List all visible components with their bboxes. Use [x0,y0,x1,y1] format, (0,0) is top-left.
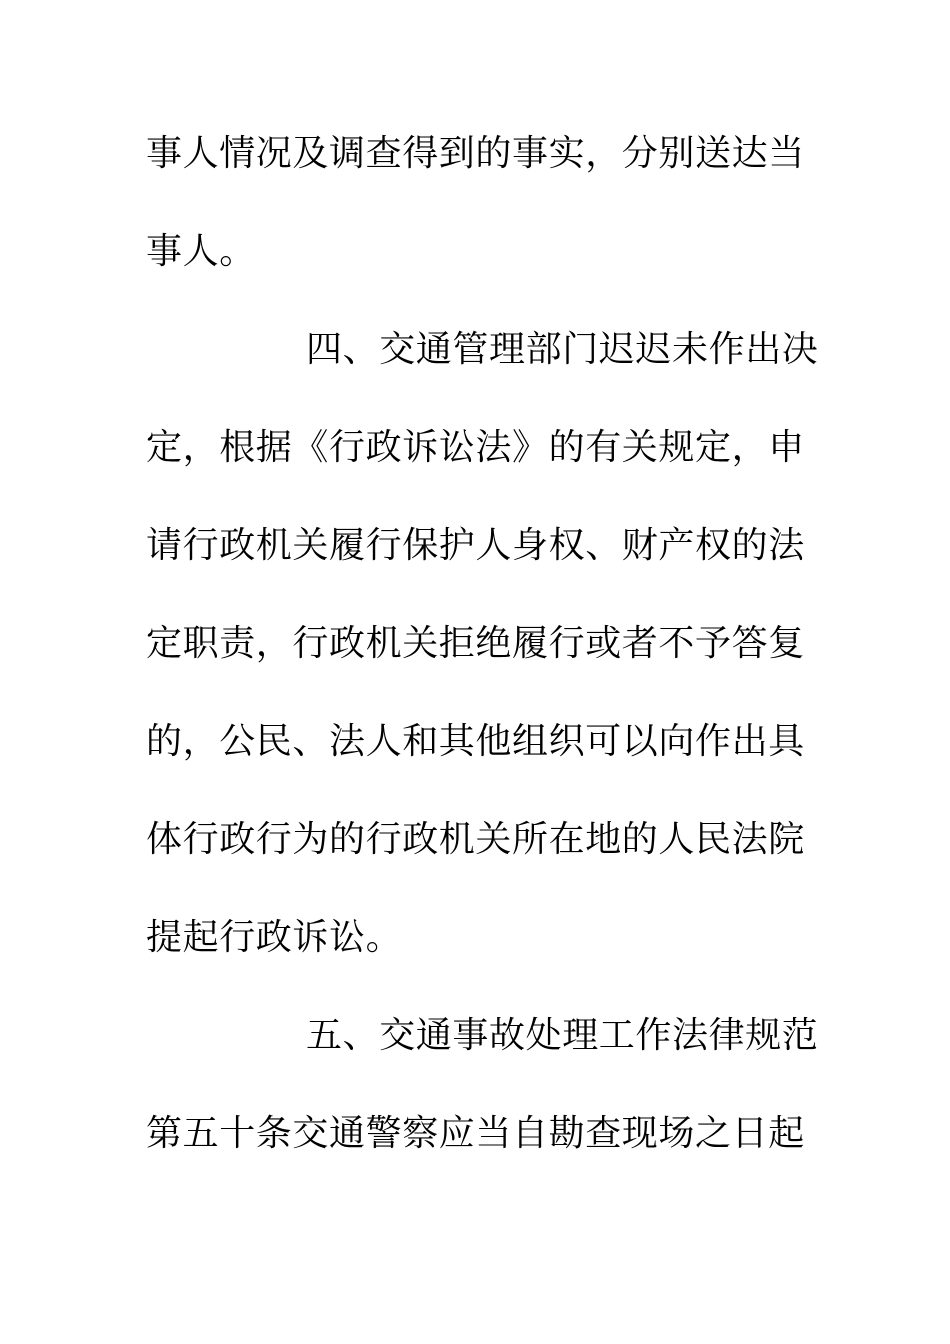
text-line-6: 定职责，行政机关拒绝履行或者不予答复 [146,623,805,664]
section-four-heading: 四、交通管理部门迟迟未作出决 [306,329,819,370]
text-line-8: 体行政行为的行政机关所在地的人民法院 [146,819,805,860]
section-five-heading: 五、交通事故处理工作法律规范 [306,1015,819,1056]
text-line-5: 请行政机关履行保护人身权、财产权的法 [146,525,805,566]
text-line-4: 定，根据《行政诉讼法》的有关规定，申 [146,427,805,468]
text-line-11: 第五十条交通警察应当自勘查现场之日起 [146,1113,805,1154]
text-line-9: 提起行政诉讼。 [146,917,403,958]
text-line-2: 事人。 [146,231,256,272]
text-line-1: 事人情况及调查得到的事实，分别送达当 [146,133,805,174]
text-line-7: 的，公民、法人和其他组织可以向作出具 [146,721,805,762]
